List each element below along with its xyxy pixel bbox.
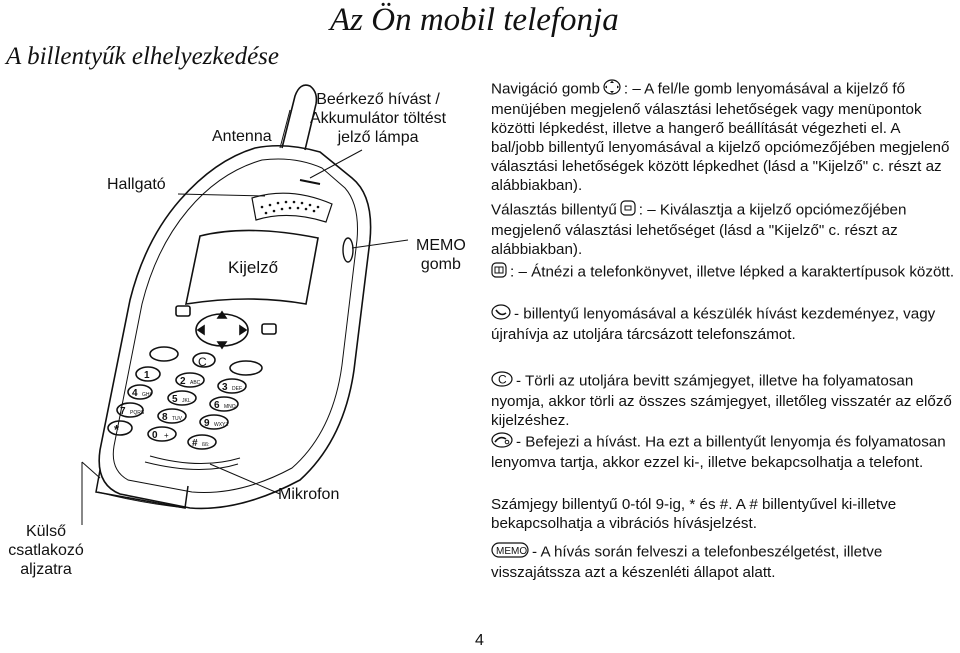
call-key-icon bbox=[491, 304, 511, 325]
key-9-label: 9 bbox=[204, 418, 210, 429]
label-led: Beérkező hívást / Akkumulátor töltést jelző lámpa bbox=[310, 91, 447, 146]
phonebook-key-shape bbox=[176, 306, 190, 316]
end-key-icon bbox=[491, 432, 513, 453]
key-2-letters: ABC bbox=[190, 380, 201, 386]
key-hash-label: # bbox=[192, 438, 198, 449]
para-select: Választás billentyű : – Kiválasztja a kijelző opciómezőjében megjelenő választási lehetőséget (lásd a "Kijelző" c. részt az alábbiakban). bbox=[491, 201, 907, 258]
memo-key-icon bbox=[491, 542, 529, 563]
key-6-label: 6 bbox=[214, 400, 220, 411]
para-phonebook: : – Átnézi a telefonkönyvet, illetve lépked a karaktertípusok között. bbox=[491, 262, 957, 283]
para-digits: Számjegy billentyű 0-tól 9-ig, * és #. A # billentyűvel ki-illetve bekapcsolhatja a vibrációs hívásjelzést. bbox=[491, 496, 897, 532]
key-4-letters: GHI bbox=[142, 392, 151, 398]
key-5-letters: JKL bbox=[182, 398, 191, 404]
c-key-label: C bbox=[198, 355, 207, 369]
para-call: - billentyű lenyomásával a készülék hívást kezdeményez, vagy újrahívja az utoljára tárcsázott telefonszámot. bbox=[491, 305, 936, 343]
key-5-label: 5 bbox=[172, 394, 178, 405]
key-0-label: 0 bbox=[152, 430, 158, 441]
label-kijelzo: Kijelző bbox=[228, 258, 279, 277]
label-hallgato: Hallgató bbox=[107, 176, 166, 193]
key-0-sub: + bbox=[164, 431, 169, 440]
key-8-letters: TUV bbox=[172, 416, 182, 422]
phonebook-key-icon bbox=[491, 262, 507, 283]
para-end: - Befejezi a hívást. Ha ezt a billentyűt lenyomja és folyamatosan lenyomva tartja, akkor ezzel ki-, illetve bekapcsolhatja a telefont. bbox=[491, 433, 946, 471]
para-nav: Navigáció gomb : – A fel/le gomb lenyomásával a kijelző fő menüjében megjelenő választási lehetőségek vagy menüpontok közötti lépkedést, illetve a hangerő beállítását végezheti el. A bal/jobb billentyű lenyomásával a kijelző opciómezőjében megjelenő választási lehetőségek között lépkedhet (lásd a "Kijelző" c. részt az alábbiakban). bbox=[491, 80, 950, 194]
svg-text:C: C bbox=[498, 372, 507, 387]
key-8-label: 8 bbox=[162, 412, 168, 423]
label-kulso: Külső csatlakozó aljzatra bbox=[8, 523, 84, 578]
key-star-label: * bbox=[114, 422, 120, 437]
key-hash-sub: ßß: bbox=[202, 442, 210, 448]
c-key-icon bbox=[491, 371, 513, 392]
key-4-label: 4 bbox=[132, 388, 138, 399]
phone-body bbox=[99, 146, 370, 509]
nav-pad-icon bbox=[603, 79, 621, 100]
key-7-letters: PQRS bbox=[130, 410, 145, 416]
para-memo: MEMO - A hívás során felveszi a telefonbeszélgetést, illetve visszajátssza azt a készenléti állapot alatt. bbox=[491, 543, 883, 581]
key-2-label: 2 bbox=[180, 376, 186, 387]
svg-text:MEMO: MEMO bbox=[496, 546, 528, 557]
page-number: 4 bbox=[475, 632, 484, 649]
select-key-shape bbox=[262, 324, 276, 334]
key-1-label: 1 bbox=[144, 370, 150, 381]
key-3-letters: DEF bbox=[232, 386, 242, 392]
label-memo: MEMO gomb bbox=[416, 237, 466, 273]
key-6-letters: MNO bbox=[224, 404, 236, 410]
select-key-icon bbox=[620, 200, 636, 221]
para-clear: C - Törli az utoljára bevitt számjegyet, illetve ha folyamatosan nyomja, akkor törli az összes számjegyet, illetőleg visszatér az előző kijelzéshez. bbox=[491, 372, 952, 429]
key-3-label: 3 bbox=[222, 382, 228, 393]
page-title: Az Ön mobil telefonja bbox=[330, 2, 619, 38]
label-mikrofon: Mikrofon bbox=[278, 486, 340, 503]
section-title: A billentyűk elhelyezkedése bbox=[6, 43, 280, 70]
label-antenna: Antenna bbox=[212, 128, 272, 145]
key-7-label: 7 bbox=[120, 406, 126, 417]
key-9-letters: WXYZ bbox=[214, 422, 229, 428]
